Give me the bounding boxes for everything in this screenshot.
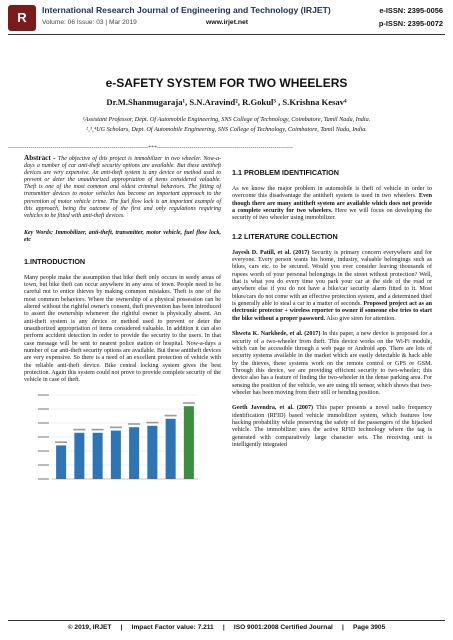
p-issn: p-ISSN: 2395-0072 [378,19,443,28]
volume-issue: Volume: 06 Issue: 03 | Mar 2019 [42,19,137,26]
s11-bold: Even though there are many antitheft system are available which does not provide a complete security for two wheelers. [232,193,433,215]
y-tick-label [38,408,49,410]
left-column [24,155,221,487]
header-rule [8,34,445,35]
bar-chart [34,391,204,487]
chart-bar [129,427,139,479]
logo-letter: R [17,10,27,25]
s11-text: As we know the major problem in automobile is theft of vehicle in order to overcome this disadvantage the antitheft system is used in two wheelers. [232,186,432,200]
bar-data-label [92,428,104,430]
bar-data-label [128,423,140,425]
intro-heading: 1.INTRODUCTION [24,256,86,266]
y-tick-label [38,450,49,452]
lit1-lead: Jayesh D. Patill, et al. (2017) [232,249,310,256]
journal-header [0,0,453,36]
page-footer: © 2019, IRJET | Impact Factor value: 7.211 | ISO 9001:2008 Certified Journal | Page 3905 [67,624,386,631]
bar-data-label [55,441,67,443]
problem-identification-heading: 1.1 PROBLEM IDENTIFICATION [232,168,339,177]
y-tick-label [38,394,49,396]
y-tick-label [38,464,49,466]
abstract [24,155,221,220]
chart-bar [166,418,176,478]
chart-bar [74,432,84,478]
journal-website: www.irjet.net [206,19,249,26]
bar-data-label [165,414,177,416]
y-tick-label [38,436,49,438]
keywords [24,230,221,245]
bar-data-label [73,428,85,430]
bar-data-label [146,421,158,423]
bar-data-label [110,426,122,428]
intro-text: Many people make the assumption that bike theft only occurs in seedy areas of town, but bike theft can occur anywhere in any area of town. People need to be careful not to entice thieves by making common mistakes. Theft is one of the most common behaviors. Where the ownership of a physical possession can be altered without the rightful owner's consent, theft prevention has been introduced to assert the ownership whenever the rightful owner is physically absent. An anti-theft system is any device or method used to prevent or deter the unauthorized appropriation of items considered valuable. In addition it can also perform accident detection in order to provide the security to the users. In that case message will be sent to nearest police station or hospital. Now-a-days a number of car anti-theft security options are available. But these antitheft devices are very expensive. So there is a need of an excellent protection of vehicle with the reliable anti-theft device. Bike central locking system gives the best protection. Again this system could not prove to provide complete security of the vehicle in case of theft. [24,274,221,384]
chart-bar [93,432,103,478]
abstract-label: Abstract - [24,154,58,162]
footer-rule [8,620,445,621]
journal-name: International Research Journal of Engineering and Technology (IRJET) [42,5,331,15]
bar-data-label [183,402,195,404]
paper-title: e-SAFETY SYSTEM FOR TWO WHEELERS [105,76,348,90]
lit3-text: This paper presents a novel radio frequency identification (RFID) based vehicle immobilizer system, which features low hacking probability while preserving the safety of the passengers of the hijacked vehicle. The immobilizer uses the active RFID technology where the tag is generated with comparatively large character sets. The receiving unit is intelligently integrated [232,405,432,448]
lit1-bold: Proposed project act as an electronic protector + wireless reporter to owner if someone else tries to start the bike without a proper password. [232,301,433,322]
chart-bar [147,425,157,478]
right-column [232,165,432,455]
lit1-tail: Also give siren for attention. [326,315,396,322]
chart-bar [184,406,194,479]
e-issn: e-ISSN: 2395-0056 [379,6,443,15]
literature-2 [232,331,432,397]
lit3-lead: Geeth Javendra, et al. (2007) [232,405,313,412]
y-tick-label [38,478,49,480]
problem-identification-text [232,186,432,223]
affiliation-2: ²‚³‚⁴UG Scholars, Dept. Of Automobile Engineering, SNS College of Technology, Coimbatore, Tamil Nadu, India. [86,126,367,133]
literature-1 [232,250,432,323]
bar-chart-svg [34,391,204,487]
literature-collection-heading: 1.2 LITERATURE COLLECTION [232,231,338,241]
chart-bar [56,445,66,479]
chart-bar [111,430,121,478]
lit2-text: In this paper, a new device is proposed for a security of a two-wheeler from theft. This device works on the Wi-Fi module, which can be accessible through a web page or Android app. There are lots of security systems available in the market which are easily detectable & hack able by the thieves, these systems work on the remote control or GPS or GSM. Through this device, we are providing efficient security to two-wheeler; this device also has a feature of finding the two-wheeler in the dense parking area. For sensing the position of the vehicle, we are using tilt sensor, which shows that two-wheeler has been moving from their still or bending position. [232,331,432,396]
keywords-text: Key Words: Immobilizer, anti-theft, transmitter, motor vehicle, fuel flow lock, etc [24,229,221,244]
literature-3 [232,405,432,449]
irjet-logo [8,5,36,31]
affiliation-1: ¹Assistant Professor, Dept. Of Automobile Engineering, SNS College of Technology, Coimbatore, Tamil Nadu, India. [82,116,371,123]
paper-authors: Dr.M.Shanmugaraja¹, S.N.Aravind², R.Gokul³ , S.Krishna Kesav⁴ [106,97,347,107]
section-separator: ---------------------------------------------------------------------***------------------------------------------------------------------- [8,145,294,151]
lit2-lead: Shweta K. Narkhede, et al. (2017) [232,331,321,338]
abstract-text: The objective of this project is immobilizer in two wheeler. Now-a-days a number of car anti-theft security options are available. But these antitheft devices are very expensive. An anti-theft system is any device or method used to prevent or deter the unauthorized appropriation of items considered valuable. Theft is one of the most common and oldest criminal behaviors. The fitting of transmitter devices to motor vehicles has become an important approach to the prevention of motor vehicle crime. The fuel flow lock is an important example of this approach, being the outcome of the first and only regulations requiring vehicles to be fitted with anti-theft devices. [24,156,221,219]
lit1-text: Security is primary concern everywhere and for everyone. Every person wants his home, industry, valuable belongings such as bikes, cars etc. to be secured. Would you ever consider leaving thousands of rupees worth of your personal belongings in the street without protection? Well, that is what you do every time you park your car at the side of the road or anywhere else if you do not have a bike/car security alarm fitted to it. Most bikes/cars do not come with an effective protection system, and a determined thief is generally able to steal a car in a matter of seconds. [232,249,432,308]
y-tick-label [38,422,49,424]
s11-tail: Here we will focus on developing the security of two wheeler using immobilizer. [232,208,432,222]
